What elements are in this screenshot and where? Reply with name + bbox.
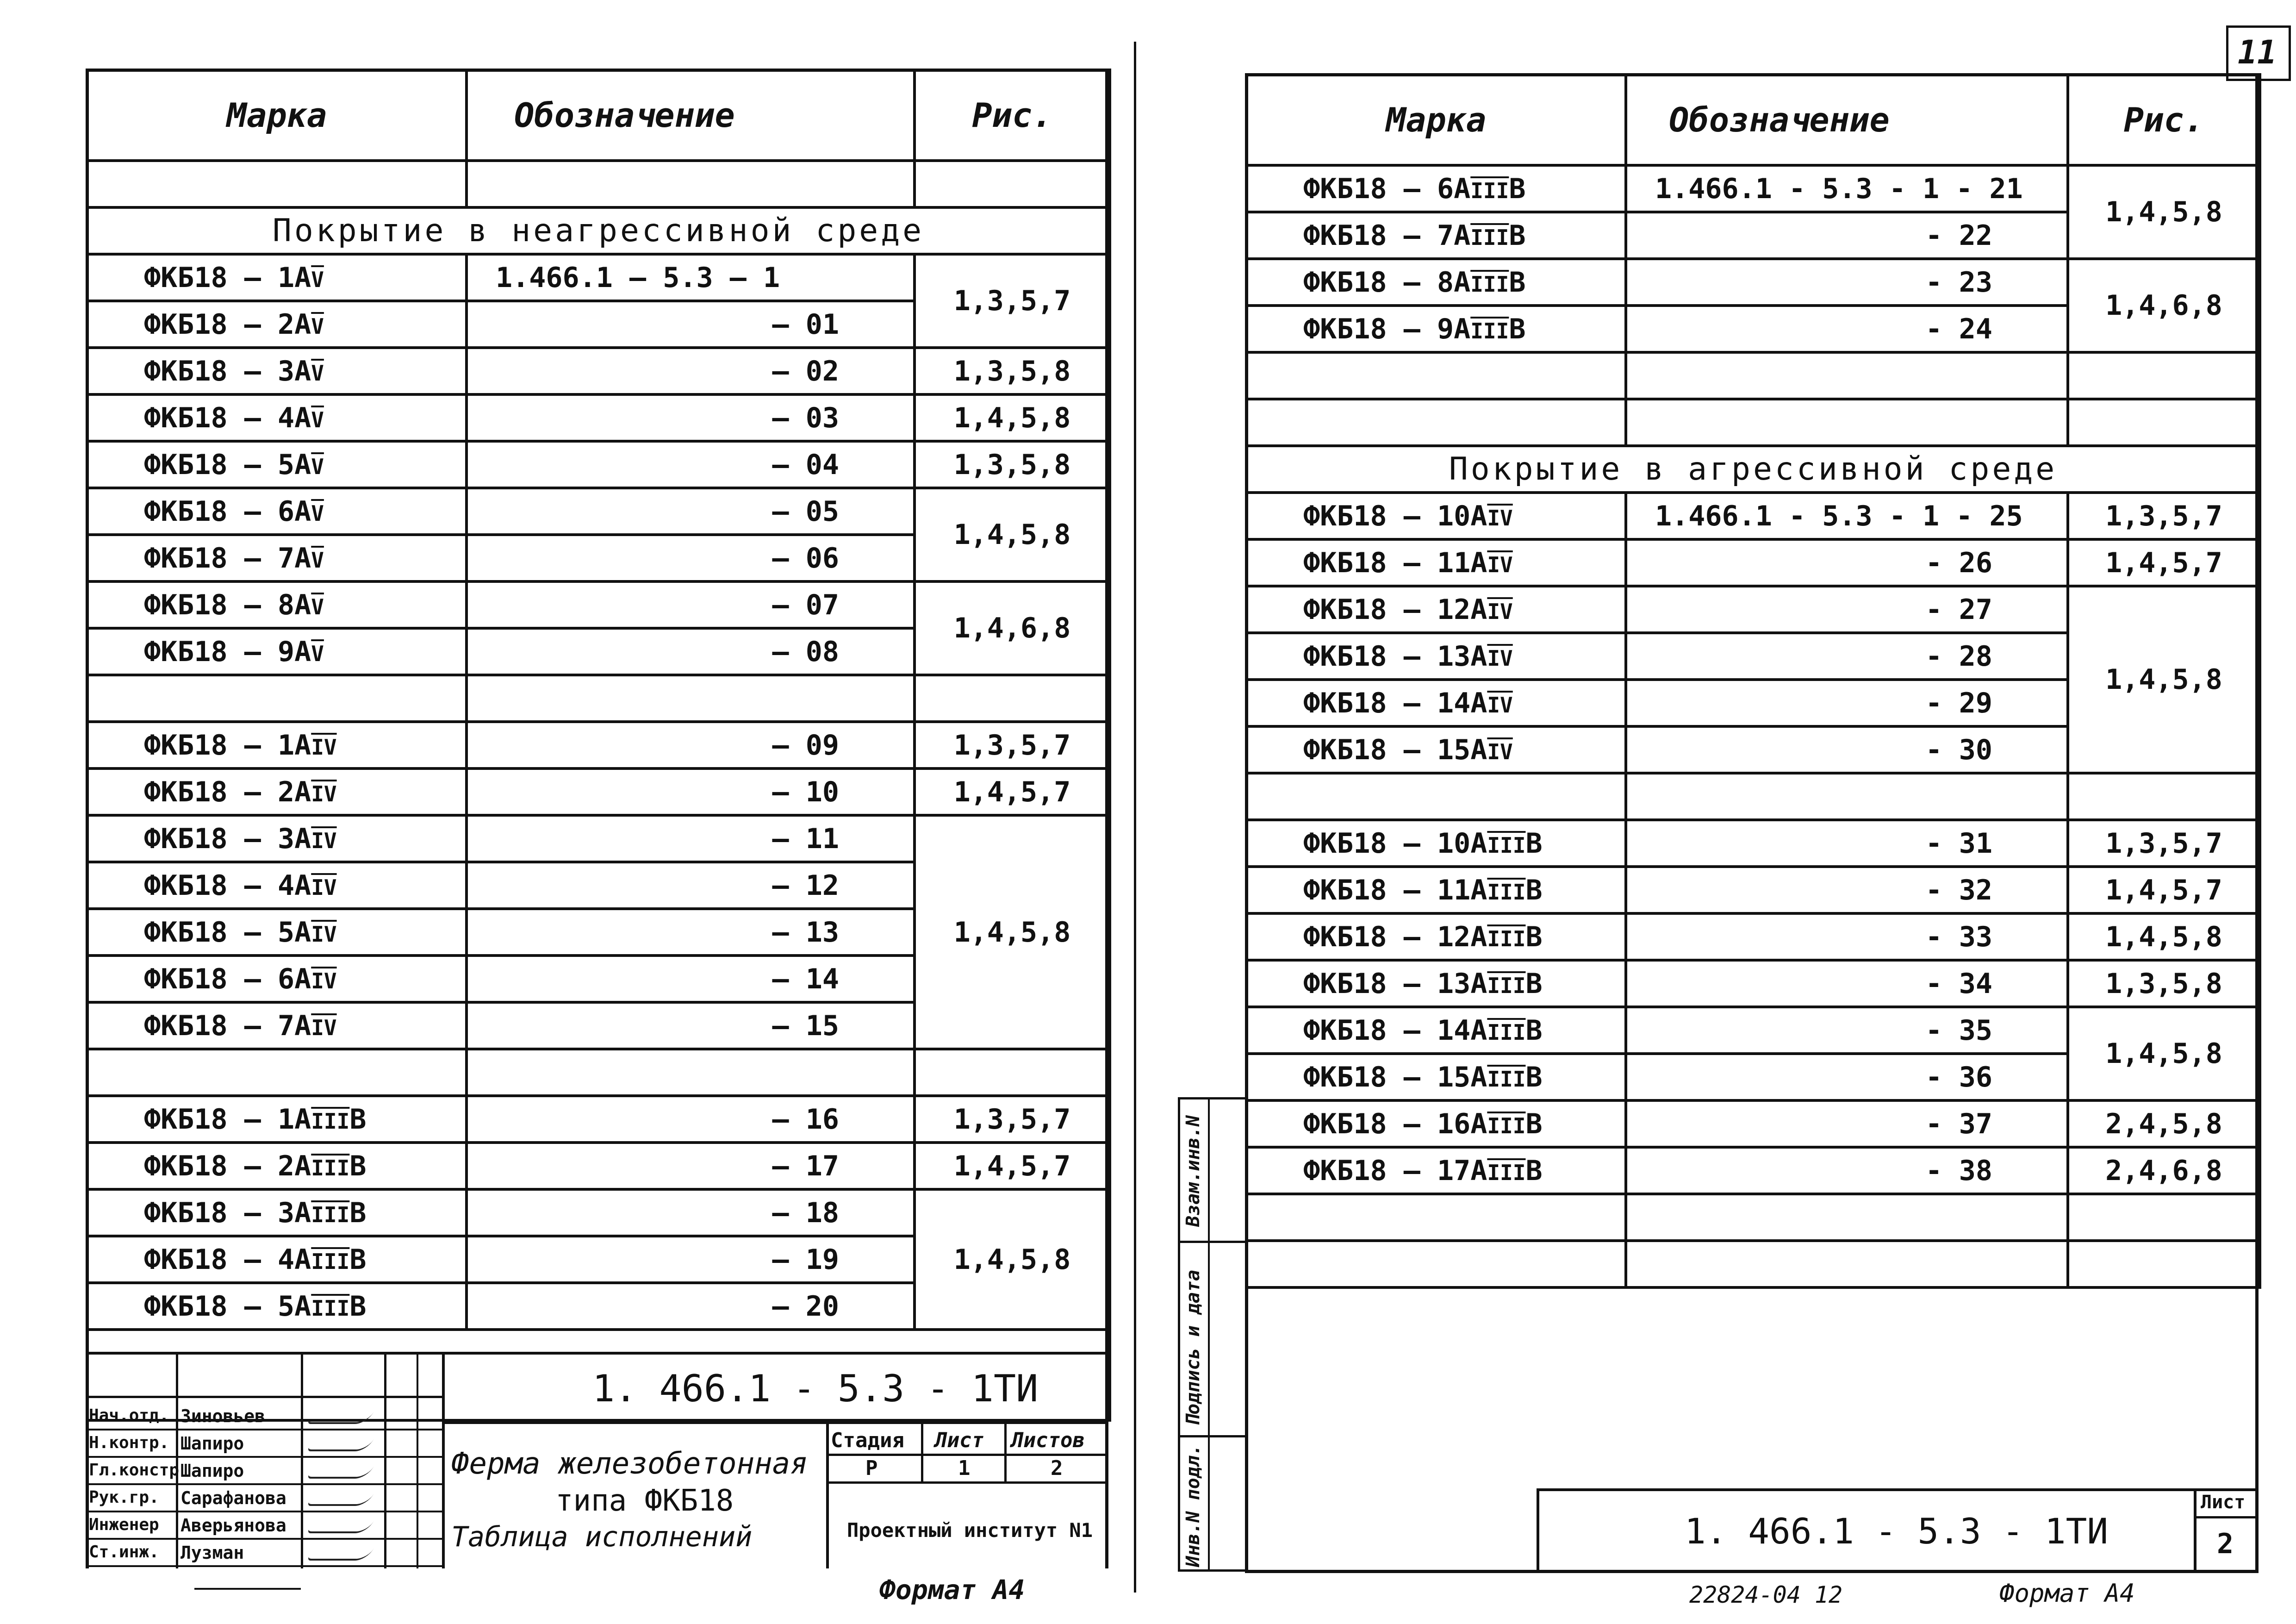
stamp-name: Лузман — [180, 1543, 244, 1563]
mark-cell — [1246, 820, 1626, 867]
mark-cell — [87, 1096, 467, 1143]
mark-cell — [1246, 165, 1626, 212]
mark-cell — [1246, 960, 1626, 1007]
mark-cell — [1246, 1007, 1626, 1054]
steel-class: $\overline{IV}$ — [311, 734, 337, 760]
designation-cell: - 34 — [1626, 960, 2068, 1007]
steel-suffix: В — [1525, 827, 1543, 860]
designation-cell: — 13 — [467, 909, 915, 956]
mark-text: ФКБ18 — 3А — [144, 822, 311, 855]
steel-class: $\overline{III}$ — [1470, 178, 1509, 203]
designation-cell: - 29 — [1626, 680, 2068, 726]
steel-suffix: В — [1525, 1154, 1543, 1187]
figure-cell: 2,4,5,8 — [2068, 1100, 2260, 1147]
figure-cell: 1,4,5,7 — [2068, 867, 2260, 913]
sheets-label: Листов — [1011, 1429, 1085, 1452]
designation-cell: - 32 — [1626, 867, 2068, 913]
mark-text: ФКБ18 — 1А — [144, 729, 311, 762]
designation-cell: — 18 — [467, 1189, 915, 1236]
figure-cell: 1,3,5,8 — [915, 441, 1110, 488]
figure-cell: 1,3,5,7 — [2068, 820, 2260, 867]
designation-cell: 1.466.1 - 5.3 - 1 - 21 — [1626, 165, 2068, 212]
mark-cell — [1246, 259, 1626, 306]
designation-cell — [467, 1049, 915, 1096]
steel-class: $\overline{III}$ — [1487, 832, 1526, 858]
mark-cell — [1246, 1054, 1626, 1100]
figure-cell: 1,4,5,7 — [2068, 539, 2260, 586]
designation-cell: - 30 — [1626, 726, 2068, 773]
designation-cell: - 35 — [1626, 1007, 2068, 1054]
mark-text: ФКБ18 — 3А — [144, 355, 311, 387]
steel-class: $\overline{IV}$ — [1487, 552, 1513, 577]
table-row — [1246, 493, 2260, 539]
mark-cell — [1246, 493, 1626, 539]
mark-cell — [1246, 306, 1626, 352]
table-row — [1246, 773, 2260, 820]
stamp-title-line-2: типа ФКБ18 — [555, 1484, 734, 1518]
column-header-ris: Рис. — [915, 70, 1110, 161]
mark-cell — [1246, 680, 1626, 726]
steel-suffix: В — [1525, 1107, 1543, 1140]
steel-class: $\overline{V}$ — [311, 594, 324, 619]
stamp-role: Ст.инж. — [89, 1543, 159, 1562]
stamp-name: Сарафанова — [180, 1488, 286, 1508]
steel-class: $\overline{III}$ — [1487, 1160, 1526, 1185]
mark-cell — [87, 956, 467, 1002]
table-row — [87, 1049, 1110, 1096]
figure-cell: 1,4,5,8 — [2068, 586, 2260, 773]
table-row — [1246, 820, 2260, 867]
steel-class: $\overline{V}$ — [311, 641, 324, 666]
right-sheet-label: Лист — [2201, 1492, 2246, 1513]
figure-cell: 1,4,5,7 — [915, 1143, 1110, 1189]
designation-cell: - 33 — [1626, 913, 2068, 960]
right-main-table — [1245, 73, 2261, 1289]
mark-cell — [87, 815, 467, 862]
mark-text: ФКБ18 — 3А — [144, 1196, 311, 1229]
designation-cell: - 27 — [1626, 586, 2068, 633]
mark-text: ФКБ18 — 12А — [1303, 593, 1487, 626]
stamp-role: Рук.гр. — [89, 1488, 159, 1507]
mark-text: ФКБ18 — 11А — [1303, 874, 1487, 906]
table-row — [87, 675, 1110, 722]
designation-cell: — 07 — [467, 581, 915, 628]
column-header-oboznachenie: Обозначение — [467, 70, 915, 161]
designation-cell: - 22 — [1626, 212, 2068, 259]
steel-suffix: В — [1525, 874, 1543, 906]
organization-name: Проектный институт N1 — [847, 1519, 1093, 1542]
designation-cell: — 09 — [467, 722, 915, 768]
mark-text: ФКБ18 — 9А — [1303, 312, 1471, 345]
mark-cell — [87, 301, 467, 348]
steel-class: $\overline{III}$ — [1487, 1019, 1526, 1045]
mark-text: ФКБ18 — 7А — [144, 542, 311, 575]
mark-text: ФКБ18 — 13А — [1303, 640, 1487, 673]
mark-text: ФКБ18 — 10А — [1303, 500, 1487, 532]
mark-text: ФКБ18 — 15А — [1303, 1061, 1487, 1093]
designation-cell: — 14 — [467, 956, 915, 1002]
mark-text: ФКБ18 — 5А — [144, 448, 311, 481]
designation-cell: — 16 — [467, 1096, 915, 1143]
mark-text: ФКБ18 — 17А — [1303, 1154, 1487, 1187]
mark-cell — [87, 394, 467, 441]
mark-text: ФКБ18 — 15А — [1303, 733, 1487, 766]
table-row — [1246, 259, 2260, 306]
mark-cell — [1246, 726, 1626, 773]
figure-cell: 1,4,5,8 — [2068, 1007, 2260, 1100]
mark-cell — [87, 1143, 467, 1189]
mark-cell — [87, 441, 467, 488]
figure-cell: 1,4,5,7 — [915, 768, 1110, 815]
steel-suffix: В — [1525, 920, 1543, 953]
mark-text: ФКБ18 — 2А — [144, 775, 311, 808]
steel-class: $\overline{IV}$ — [311, 968, 337, 993]
table-row — [1246, 586, 2260, 633]
table-row — [87, 722, 1110, 768]
table-row — [87, 815, 1110, 862]
steel-class: $\overline{III}$ — [1470, 318, 1509, 344]
table-row — [87, 581, 1110, 628]
designation-cell: - 38 — [1626, 1147, 2068, 1194]
designation-cell: - 26 — [1626, 539, 2068, 586]
figure-cell — [915, 1049, 1110, 1096]
right-sheet-number: 2 — [2217, 1528, 2234, 1560]
mark-cell — [87, 254, 467, 301]
section-title-nonaggressive: Покрытие в неагрессивной среде — [87, 207, 1110, 254]
table-row — [87, 1189, 1110, 1236]
steel-class: $\overline{IV}$ — [311, 781, 337, 806]
table-row — [87, 1096, 1110, 1143]
figure-cell: 1,3,5,7 — [915, 722, 1110, 768]
mark-text: ФКБ18 — 8А — [1303, 266, 1471, 299]
steel-suffix: В — [1525, 967, 1543, 1000]
sheet-divider — [1134, 42, 1136, 1593]
steel-class: $\overline{III}$ — [311, 1155, 350, 1181]
mark-text: ФКБ18 — 5А — [144, 916, 311, 949]
table-row — [1246, 1147, 2260, 1194]
column-header-marka-right: Марка — [1246, 75, 1626, 165]
steel-class: $\overline{IV}$ — [311, 921, 337, 947]
mark-cell — [87, 768, 467, 815]
designation-cell: 1.466.1 - 5.3 - 1 - 25 — [1626, 493, 2068, 539]
designation-cell: — 19 — [467, 1236, 915, 1283]
table-row — [87, 348, 1110, 394]
steel-class: $\overline{V}$ — [311, 360, 324, 386]
mark-text: ФКБ18 — 10А — [1303, 827, 1487, 860]
table-row — [87, 441, 1110, 488]
steel-class: $\overline{III}$ — [1487, 926, 1526, 951]
steel-suffix: В — [1525, 1061, 1543, 1093]
figure-cell: 1,3,5,8 — [915, 348, 1110, 394]
mark-cell — [87, 1236, 467, 1283]
mark-cell — [87, 722, 467, 768]
mark-cell — [87, 1283, 467, 1330]
steel-suffix: В — [349, 1243, 367, 1276]
mark-cell — [1246, 633, 1626, 680]
figure-cell — [2068, 773, 2260, 820]
mark-cell — [1246, 586, 1626, 633]
stamp-role: Н.контр. — [89, 1433, 169, 1452]
left-main-table — [86, 69, 1111, 1425]
stamp-name: Шапиро — [180, 1461, 244, 1481]
designation-cell: - 28 — [1626, 633, 2068, 680]
mark-text: ФКБ18 — 2А — [144, 308, 311, 341]
steel-class: $\overline{III}$ — [1487, 973, 1526, 998]
designation-cell: - 37 — [1626, 1100, 2068, 1147]
table-row — [87, 768, 1110, 815]
mark-text: ФКБ18 — 6А — [144, 962, 311, 995]
table-row — [1246, 1007, 2260, 1054]
mark-cell — [1246, 773, 1626, 820]
mark-cell — [87, 628, 467, 675]
table-row — [1246, 867, 2260, 913]
steel-suffix: В — [349, 1103, 367, 1136]
mark-cell — [87, 348, 467, 394]
mark-cell — [1246, 212, 1626, 259]
section-row — [87, 207, 1110, 254]
figure-cell: 1,4,5,8 — [915, 1189, 1110, 1330]
designation-cell: - 24 — [1626, 306, 2068, 352]
figure-cell — [915, 675, 1110, 722]
table-row — [87, 488, 1110, 535]
figure-cell: 1,4,5,8 — [915, 488, 1110, 581]
figure-cell: 1,3,5,8 — [2068, 960, 2260, 1007]
designation-cell: — 01 — [467, 301, 915, 348]
mark-cell — [1246, 539, 1626, 586]
designation-cell: — 15 — [467, 1002, 915, 1049]
figure-cell: 1,3,5,7 — [915, 254, 1110, 348]
footer-code: 22824-04 12 — [1689, 1581, 1843, 1608]
designation-cell: — 02 — [467, 348, 915, 394]
column-header-oboznachenie-right: Обозначение — [1626, 75, 2068, 165]
mark-text: ФКБ18 — 1А — [144, 261, 311, 294]
sheet-label: Лист — [935, 1429, 984, 1452]
steel-suffix: В — [1525, 1014, 1543, 1047]
steel-class: $\overline{III}$ — [1470, 271, 1509, 297]
mark-cell — [87, 488, 467, 535]
steel-class: $\overline{IV}$ — [1487, 505, 1513, 531]
steel-suffix: В — [349, 1196, 367, 1229]
designation-cell: — 04 — [467, 441, 915, 488]
steel-suffix: В — [1509, 219, 1526, 252]
mark-text: ФКБ18 — 14А — [1303, 687, 1487, 719]
table-row — [87, 394, 1110, 441]
steel-suffix: В — [1509, 312, 1526, 345]
right-format-label: Формат А4 — [1999, 1579, 2135, 1608]
figure-cell: 1,3,5,7 — [2068, 493, 2260, 539]
steel-suffix: В — [349, 1290, 367, 1323]
figure-cell: 1,4,5,8 — [915, 815, 1110, 1049]
mark-cell — [1246, 867, 1626, 913]
designation-cell: — 12 — [467, 862, 915, 909]
figure-cell: 1,4,5,8 — [2068, 913, 2260, 960]
table-row — [1246, 165, 2260, 212]
designation-cell — [1626, 773, 2068, 820]
mark-text: ФКБ18 — 2А — [144, 1149, 311, 1182]
steel-class: $\overline{IV}$ — [1487, 599, 1513, 624]
steel-class: $\overline{III}$ — [311, 1108, 350, 1134]
steel-class: $\overline{IV}$ — [311, 828, 337, 853]
steel-class: $\overline{III}$ — [1470, 225, 1509, 250]
mark-text: ФКБ18 — 16А — [1303, 1107, 1487, 1140]
stamp-role: Инженер — [89, 1515, 159, 1534]
mark-text: ФКБ18 — 1А — [144, 1103, 311, 1136]
side-label-signature: Подпись и дата — [1182, 1269, 1204, 1426]
designation-cell — [467, 675, 915, 722]
mark-text: ФКБ18 — 14А — [1303, 1014, 1487, 1047]
steel-suffix: В — [1509, 172, 1526, 205]
right-doc-code: 1. 466.1 - 5.3 - 1ТИ — [1685, 1511, 2109, 1552]
steel-class: $\overline{IV}$ — [311, 874, 337, 900]
left-format-label: Формат А4 — [879, 1574, 1025, 1605]
sheets-value: 2 — [1051, 1456, 1063, 1480]
mark-cell — [1246, 1147, 1626, 1194]
steel-class: $\overline{IV}$ — [311, 1015, 337, 1040]
figure-cell: 1,4,5,8 — [2068, 165, 2260, 259]
steel-class: $\overline{III}$ — [311, 1249, 350, 1274]
steel-class: $\overline{III}$ — [1487, 879, 1526, 905]
stamp-doc-code: 1. 466.1 - 5.3 - 1ТИ — [592, 1367, 1039, 1410]
designation-cell: — 11 — [467, 815, 915, 862]
stage-label: Стадия — [831, 1429, 904, 1452]
steel-suffix: В — [349, 1149, 367, 1182]
section-row-aggressive — [1246, 446, 2260, 493]
stamp-name: Шапиро — [180, 1433, 244, 1454]
steel-class: $\overline{III}$ — [1487, 1066, 1526, 1092]
side-label-inventory: Инв.N подл. — [1182, 1444, 1204, 1567]
steel-class: $\overline{V}$ — [311, 267, 324, 292]
designation-cell: — 17 — [467, 1143, 915, 1189]
mark-text: ФКБ18 — 7А — [144, 1009, 311, 1042]
mark-text: ФКБ18 — 5А — [144, 1290, 311, 1323]
designation-cell: 1.466.1 — 5.3 — 1 — [467, 254, 915, 301]
designation-cell: - 31 — [1626, 820, 2068, 867]
mark-cell — [87, 1189, 467, 1236]
steel-class: $\overline{IV}$ — [1487, 692, 1513, 718]
stamp-name: Зиновьев — [180, 1406, 266, 1426]
stamp-role: Нач.отд. — [89, 1406, 169, 1425]
designation-cell: — 08 — [467, 628, 915, 675]
steel-class: $\overline{V}$ — [311, 407, 324, 432]
mark-cell — [87, 1049, 467, 1096]
mark-text: ФКБ18 — 12А — [1303, 920, 1487, 953]
page-number: 11 — [2238, 33, 2277, 71]
designation-cell: - 36 — [1626, 1054, 2068, 1100]
figure-cell: 1,3,5,7 — [915, 1096, 1110, 1143]
designation-cell: — 10 — [467, 768, 915, 815]
steel-class: $\overline{V}$ — [311, 547, 324, 573]
designation-cell: — 05 — [467, 488, 915, 535]
section-title-aggressive: Покрытие в агрессивной среде — [1246, 446, 2260, 493]
designation-cell: - 23 — [1626, 259, 2068, 306]
steel-class: $\overline{V}$ — [311, 454, 324, 479]
figure-cell: 1,4,6,8 — [2068, 259, 2260, 352]
table-row — [1246, 539, 2260, 586]
mark-text: ФКБ18 — 4А — [144, 869, 311, 902]
mark-text: ФКБ18 — 7А — [1303, 219, 1471, 252]
figure-cell: 1,4,5,8 — [915, 394, 1110, 441]
mark-text: ФКБ18 — 9А — [144, 635, 311, 668]
right-table-header — [1246, 75, 2260, 165]
mark-cell — [87, 535, 467, 581]
stamp-role: Гл.констр — [89, 1461, 180, 1480]
mark-cell — [87, 862, 467, 909]
mark-cell — [87, 909, 467, 956]
steel-class: $\overline{IV}$ — [1487, 645, 1513, 671]
table-row — [87, 1143, 1110, 1189]
mark-cell — [1246, 1100, 1626, 1147]
mark-text: ФКБ18 — 6А — [144, 495, 311, 528]
table-row — [1246, 1100, 2260, 1147]
mark-text: ФКБ18 — 8А — [144, 588, 311, 621]
steel-class: $\overline{V}$ — [311, 313, 324, 339]
designation-cell: — 03 — [467, 394, 915, 441]
column-header-marka: Марка — [87, 70, 467, 161]
mark-text: ФКБ18 — 13А — [1303, 967, 1487, 1000]
mark-cell — [87, 1002, 467, 1049]
steel-class: $\overline{IV}$ — [1487, 739, 1513, 764]
signature-stroke — [194, 1588, 301, 1590]
column-header-ris-right: Рис. — [2068, 75, 2260, 165]
stage-value: Р — [865, 1456, 878, 1480]
steel-class: $\overline{III}$ — [1487, 1113, 1526, 1138]
side-label-replace: Взам.инв.N — [1182, 1115, 1204, 1227]
designation-cell: — 20 — [467, 1283, 915, 1330]
figure-cell: 2,4,6,8 — [2068, 1147, 2260, 1194]
mark-text: ФКБ18 — 6А — [1303, 172, 1471, 205]
mark-cell — [87, 581, 467, 628]
mark-cell — [1246, 913, 1626, 960]
stamp-name: Аверьянова — [180, 1515, 286, 1536]
steel-class: $\overline{III}$ — [311, 1295, 350, 1321]
table-row — [87, 254, 1110, 301]
table-row — [1246, 913, 2260, 960]
mark-text: ФКБ18 — 4А — [144, 1243, 311, 1276]
steel-class: $\overline{V}$ — [311, 500, 324, 526]
sheet-value: 1 — [958, 1456, 971, 1480]
left-table-header — [87, 70, 1110, 161]
steel-suffix: В — [1509, 266, 1526, 299]
mark-text: ФКБ18 — 11А — [1303, 546, 1487, 579]
mark-text: ФКБ18 — 4А — [144, 401, 311, 434]
stamp-title-line-1: Ферма железобетонная — [451, 1447, 808, 1481]
figure-cell: 1,4,6,8 — [915, 581, 1110, 675]
table-row — [1246, 960, 2260, 1007]
mark-cell — [87, 675, 467, 722]
steel-class: $\overline{III}$ — [311, 1202, 350, 1227]
stamp-title-line-3: Таблица исполнений — [451, 1521, 753, 1553]
designation-cell: — 06 — [467, 535, 915, 581]
